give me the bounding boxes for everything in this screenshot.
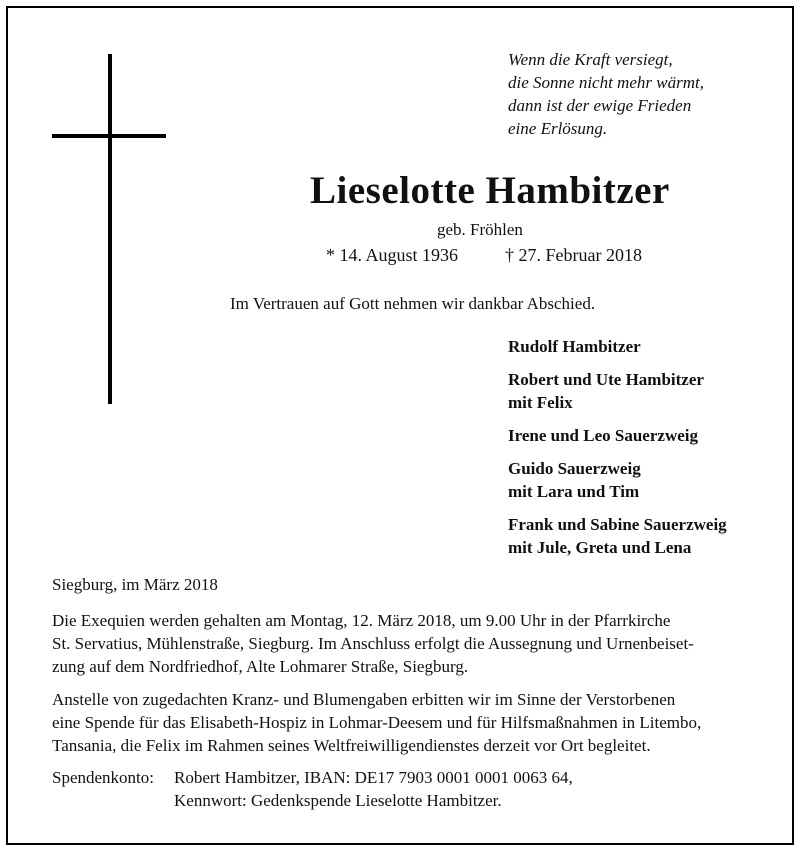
deceased-name: Lieselotte Hambitzer [310,169,670,212]
account-details: Robert Hambitzer, IBAN: DE17 7903 0001 0001 0063 64, [174,768,573,787]
mourner-line: mit Lara und Tim [508,482,640,501]
place-date: Siegburg, im März 2018 [52,575,218,594]
donation-info-line: Tansania, die Felix im Rahmen seines Weltfreiwilligendienstes derzeit vor Ort begleitet. [52,736,651,755]
mourner-line: Guido Sauerzweig [508,459,641,478]
mourner-entry [508,368,727,414]
mourner-line: Frank und Sabine Sauerzweig [508,515,727,534]
farewell-text: Im Vertrauen auf Gott nehmen wir dankbar Abschied. [230,294,596,313]
poem-line: eine Erlösung. [508,119,608,138]
mourner-entry [508,424,727,447]
donation-info [52,688,754,757]
poem-line: dann ist der ewige Frieden [508,96,692,115]
donation-info-line: Anstelle von zugedachten Kranz- und Blumengaben erbitten wir im Sinne der Verstorbenen [52,690,676,709]
mourner-entry [508,513,727,559]
donation-info-line: eine Spende für das Elisabeth-Hospiz in Lohmar-Deesem und für Hilfsmaßnahmen in Litembo, [52,713,702,732]
mourner-line: mit Jule, Greta und Lena [508,538,692,557]
birth-name: geb. Fröhlen [437,220,523,239]
funeral-info [52,609,754,678]
mourner-line: Irene und Leo Sauerzweig [508,426,698,445]
birth-date: * 14. August 1936 [326,245,459,265]
poem-line: Wenn die Kraft versiegt, [508,50,673,69]
death-date: † 27. Februar 2018 [505,245,642,265]
cross-icon-horizontal-bar [52,134,166,138]
mourner-line: Robert und Ute Hambitzer [508,370,704,389]
mourner-line: Rudolf Hambitzer [508,337,641,356]
account-label: Spendenkonto: [52,768,154,787]
mourner-entry [508,335,727,358]
funeral-info-line: Die Exequien werden gehalten am Montag, 12. März 2018, um 9.00 Uhr in der Pfarrkirche [52,611,671,630]
poem-line: die Sonne nicht mehr wärmt, [508,73,704,92]
account-keyword: Kennwort: Gedenkspende Lieselotte Hambitzer. [174,791,502,810]
poem [508,48,704,140]
obituary-notice [6,6,794,845]
mourners-list [508,335,727,569]
mourner-line: mit Felix [508,393,573,412]
funeral-info-line: zung auf dem Nordfriedhof, Alte Lohmarer Straße, Siegburg. [52,657,469,676]
cross-icon-vertical-bar [108,54,112,404]
funeral-info-line: St. Servatius, Mühlenstraße, Siegburg. Im Anschluss erfolgt die Aussegnung und Urnenbeiset- [52,634,694,653]
mourner-entry [508,457,727,503]
